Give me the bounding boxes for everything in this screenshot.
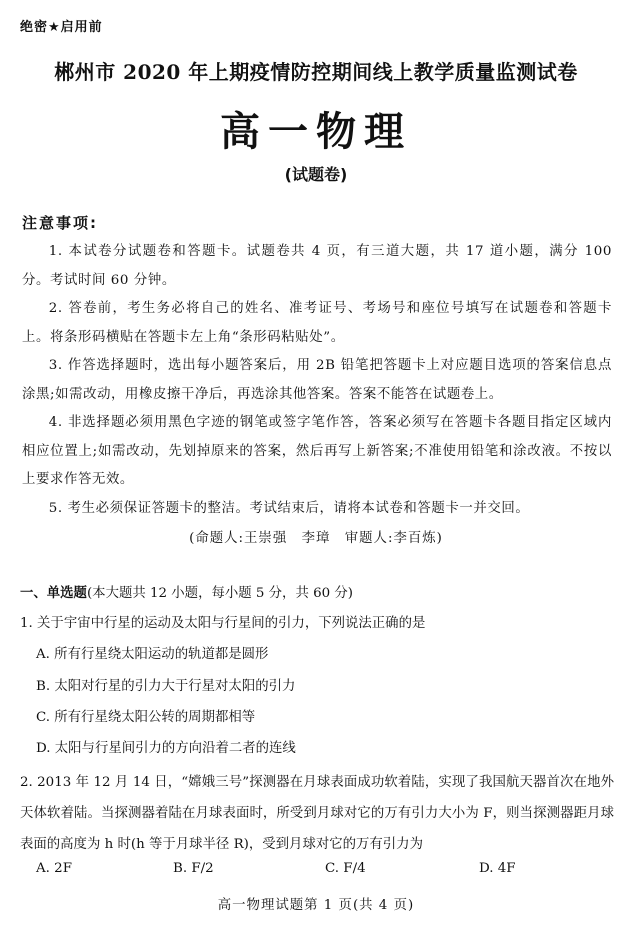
subject-title: 高一物理 bbox=[220, 109, 412, 155]
notice-heading: 注意事项: bbox=[22, 214, 98, 232]
question-1-option-a: A. 所有行星绕太阳运动的轨道都是圆形 bbox=[36, 647, 269, 662]
question-1-option-c: C. 所有行星绕太阳公转的周期都相等 bbox=[36, 710, 256, 725]
authors-line: (命题人:王崇强 李璋 审题人:李百炼) bbox=[189, 531, 443, 546]
notice-item-4: 4. 非选择题必须用黑色字迹的钢笔或签字笔作答，答案必须写在答题卡各题目指定区域内相应位置上;如需改动，先划掉原来的答案，然后再写上新答案;不准使用铅笔和涂改液。不按以上要求作答无效。 bbox=[22, 415, 612, 487]
question-2-option-c: C. F/4 bbox=[325, 861, 366, 876]
question-2-option-a: A. 2F bbox=[36, 861, 72, 876]
exam-title: 郴州市 2020 年上期疫情防控期间线上教学质量监测试卷 bbox=[54, 60, 578, 84]
paper-type: (试题卷) bbox=[284, 165, 348, 184]
notice-list bbox=[22, 238, 612, 523]
notice-item-1: 1. 本试卷分试题卷和答题卡。试题卷共 4 页，有三道大题，共 17 道小题，满分 100 分。考试时间 60 分钟。 bbox=[22, 244, 612, 288]
question-2-option-d: D. 4F bbox=[479, 861, 516, 876]
question-2-option-b: B. F/2 bbox=[173, 861, 214, 876]
notice-item-2: 2. 答卷前，考生务必将自己的姓名、准考证号、考场号和座位号填写在试题卷和答题卡上。将条形码横贴在答题卡左上角“条形码粘贴处”。 bbox=[22, 301, 612, 345]
question-2-stem: 2. 2013 年 12 月 14 日，“嫦娥三号”探测器在月球表面成功软着陆，实现了我国航天器首次在地外天体软着陆。当探测器着陆在月球表面时，所受到月球对它的万有引力大小为 F，则当探测器距月球表面的高度为 h 时(h 等于月球半径 R)，受到月球对它的万有引力为 bbox=[20, 775, 614, 852]
question-1-option-b: B. 太阳对行星的引力大于行星对太阳的引力 bbox=[36, 679, 296, 694]
notice-item-3: 3. 作答选择题时，选出每小题答案后，用 2B 铅笔把答题卡上对应题目选项的答案信息点涂黑;如需改动，用橡皮擦干净后，再选涂其他答案。答案不能答在试题卷上。 bbox=[22, 358, 612, 402]
section-description: (本大题共 12 小题，每小题 5 分，共 60 分) bbox=[86, 586, 354, 601]
question-1-option-d: D. 太阳与行星间引力的方向沿着二者的连线 bbox=[36, 741, 296, 756]
section-title: 一、单选题 bbox=[20, 586, 87, 601]
section-header bbox=[20, 582, 353, 601]
confidential-mark: 绝密★启用前 bbox=[20, 20, 103, 35]
notice-item-5: 5. 考生必须保证答题卡的整洁。考试结束后，请将本试卷和答题卡一并交回。 bbox=[48, 500, 530, 516]
page-footer: 高一物理试题第 1 页(共 4 页) bbox=[217, 898, 415, 913]
question-1-stem: 1. 关于宇宙中行星的运动及太阳与行星间的引力，下列说法正确的是 bbox=[20, 616, 426, 631]
